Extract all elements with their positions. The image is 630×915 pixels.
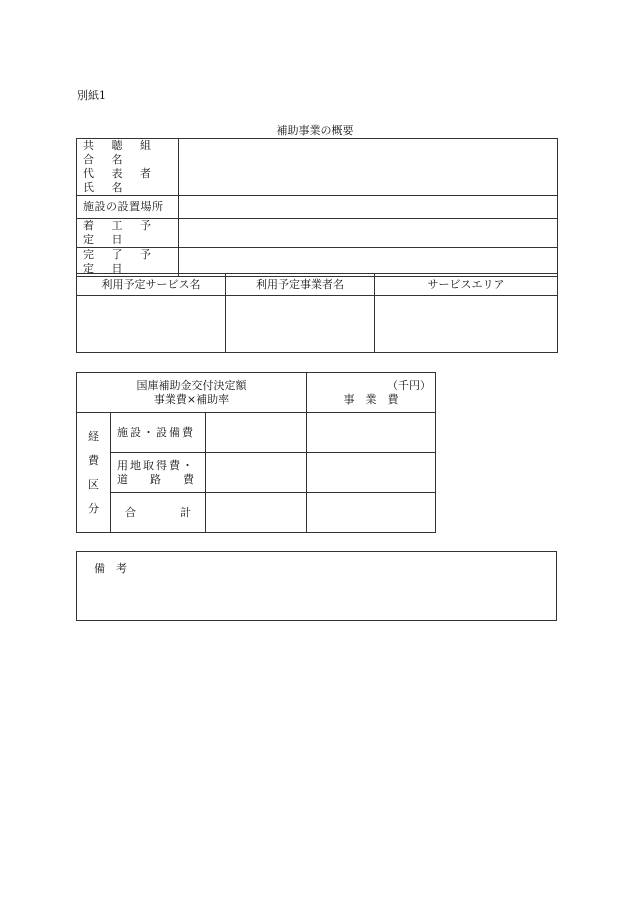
start-date-field[interactable] (179, 219, 558, 248)
service-area-field[interactable] (375, 296, 558, 353)
unit-label: （千円） (387, 378, 431, 392)
subsidy-header (77, 373, 307, 413)
table-row (77, 296, 558, 353)
service-area-header: サービスエリア (375, 274, 558, 296)
land-cost-field[interactable] (307, 453, 436, 493)
facility-equipment-label: 施設・設備費 (111, 413, 206, 453)
attachment-label: 別紙1 (77, 89, 106, 102)
subsidy-header-line1: 国庫補助金交付決定額 (136, 378, 247, 392)
service-name-field[interactable] (77, 296, 226, 353)
category-char: 分 (88, 501, 99, 515)
land-road-label (111, 453, 206, 493)
category-char: 区 (88, 477, 99, 491)
start-date-label: 着 工 予 定 日 (77, 219, 179, 248)
total-subsidy-field[interactable] (206, 493, 307, 533)
document-title: 補助事業の概要 (276, 124, 354, 137)
overview-table (76, 138, 558, 277)
table-row (77, 196, 558, 219)
category-char: 費 (88, 453, 99, 467)
project-cost-header (307, 373, 436, 413)
remarks-label: 備 考 (94, 562, 127, 575)
representative-name-label: 代 表 者 氏 名 (83, 167, 158, 194)
table-row (77, 453, 436, 493)
provider-name-field[interactable] (226, 296, 375, 353)
subsidy-header-line2: 事業費×補助率 (153, 392, 230, 406)
cost-category-label (77, 413, 111, 533)
table-row (77, 493, 436, 533)
installation-location-field[interactable] (179, 196, 558, 219)
table-row (77, 139, 558, 196)
completion-date-label: 完 了 予 定 日 (77, 248, 179, 277)
remarks-box[interactable] (76, 551, 557, 621)
table-row (77, 413, 436, 453)
facility-cost-field[interactable] (307, 413, 436, 453)
land-subsidy-field[interactable] (206, 453, 307, 493)
road-cost-label: 道 路 費 (117, 472, 194, 486)
table-row (77, 219, 558, 248)
service-name-header: 利用予定サービス名 (77, 274, 226, 296)
installation-location-label: 施設の設置場所 (77, 196, 179, 219)
project-cost-label: 事 業 費 (343, 392, 399, 406)
provider-name-header: 利用予定事業者名 (226, 274, 375, 296)
table-header-row (77, 373, 436, 413)
total-cost-field[interactable] (307, 493, 436, 533)
total-label: 合 計 (111, 493, 206, 533)
facility-subsidy-field[interactable] (206, 413, 307, 453)
service-table (76, 273, 558, 353)
cost-table (76, 372, 436, 533)
union-representative-field[interactable] (179, 139, 558, 196)
union-representative-label (77, 139, 179, 196)
table-header-row (77, 274, 558, 296)
land-acquisition-label: 用地取得費・ (117, 458, 195, 472)
category-char: 経 (88, 429, 99, 443)
union-name-label: 共 聴 組 合 名 (83, 139, 158, 166)
